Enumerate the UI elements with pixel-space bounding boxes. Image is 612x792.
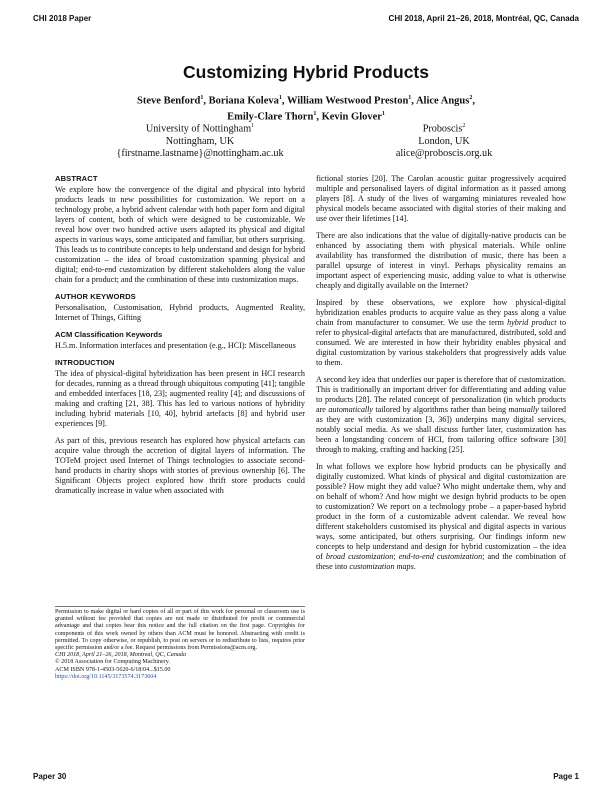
author-name: Kevin Glover [321,111,382,122]
author-affiliation-mark: 1 [278,95,282,101]
keywords-text: Personalisation, Customisation, Hybrid products, Augmented Reality, Internet of Things, Gifting [55,303,305,322]
affiliation-mark: 1 [251,123,255,129]
permission-block [55,609,305,681]
affiliation-name: University of Nottingham [145,123,252,135]
text-run: In what follows we explore how hybrid products can be physically and digitally customized. What kinds of physical and digital customization are possible? How might they add value? Who might undertake them, why and on behalf of whom? And how might we design hybrid products to be open to customization? We report on a technology probe – a paper-based hybrid product in the form of a customizable advent calendar. We reveal how different stakeholders customised its physical and digital aspects in various ways, some anticipated, but others surprising. Our findings inform new concepts to help understand and design for hybrid customization – the idea of [316,462,566,561]
affiliation-name: Proboscis [422,123,463,135]
doi-link[interactable]: https://doi.org/10.1145/3173574.3173604 [55,673,157,680]
emphasis-term: end-to-end customization [398,552,483,561]
affiliation-city: Nottingham, UK [165,135,235,147]
emphasis-term: manually [508,405,539,414]
author-affiliation-mark: 1 [408,95,412,101]
text-run: tailored as they are with customization [3, 36]) underpins many digital services, notably social media. As we shall discuss further later, customization has been a longstanding concern of HCI, from tailoring office software [30] through to making, crafting and hacking [25]. [316,405,566,454]
author-affiliation-mark: 1 [381,110,385,117]
body-paragraph [316,375,566,455]
body-paragraph: fictional stories [20]. The Carolan acoustic guitar progressively acquired multiple and personalised layers of digital information as it passed among players [8]. A study of the lives of wargaming miniatures revealed how physical models became associated with digital stories of their making and use over their lifetimes [14]. [316,174,566,223]
author-name: Steve Benford [137,95,201,107]
author-affiliation-mark: 2 [469,95,473,101]
author-list: Steve Benford$^1$, Boriana Koleva$^1$, William Westwood Preston$^1$, Alice Angus$^2$, Emily-Clare Thorn$^1$, Kevin Glover$^1$ [137,95,475,122]
text-run: ; [393,552,399,561]
abstract-text: We explore how the convergence of the digital and physical into hybrid products leads to new possibilities for customization. We report on a technology probe, a hybrid advent calendar with both paper form and digital layers of content, both of which were designed to be customizable. We reveal how over two hundred active users adapted its physical and digital aspects in various ways, some anticipated and familiar, but others surprising. This leads us to contribute concepts to help understand and design for hybrid customization – the idea of broad customization spanning physical and digital; end-to-end customization by different stakeholders along the value chain for a product; and the combination of these into customization maps. [55,185,306,284]
text-run: ; and the combination of these into [316,552,566,571]
left-column [55,174,305,503]
body-paragraph: There are also indications that the value of digitally-native products can be enhanced by associating them with physical materials. While online availability has transformed the distribution of music, there has been a parallel upsurge of interest in vinyl. Perhaps physicality remains an important aspect of experiencing music, adding value to what is otherwise cheaply and digitally available on the Internet? [316,231,566,290]
paper-title: Customizing Hybrid Products [183,62,429,82]
emphasis-term: customization maps [349,562,414,571]
author-name: William Westwood Preston [286,95,409,107]
text-run: to refer to physical-digital artefacts that are manufactured, distributed, sold and consumed. We are interested in how their hybridity enables physical and digital customization by various stakeholders that progressively adds value to them. [316,318,567,367]
emphasis-term: automatically [328,405,374,414]
affiliation-mark: 2 [462,123,466,129]
body-paragraph [316,462,566,572]
text-run: tailored by algorithms rather than being [373,405,509,414]
right-column [316,174,566,579]
copyright-notice: © 2018 Association for Computing Machinery. [55,659,170,666]
body-paragraph [316,298,566,368]
affiliation-nottingham [80,120,320,161]
affiliation-city: London, UK [418,135,470,147]
author-affiliation-mark: 1 [313,110,317,117]
conference-citation: CHI 2018, April 21–26, 2018, Montreal, QC, Canada [55,652,187,659]
affiliation-email: {firstname.lastname}@nottingham.ac.uk [116,148,284,160]
author-affiliation-mark: 1 [200,95,204,101]
footer-paper-number: Paper 30 [33,772,67,781]
author-name: Alice Angus [415,95,470,107]
affiliation-proboscis [324,120,564,161]
classification-text: H.5.m. Information interfaces and presentation (e.g., HCI): Miscellaneous [55,341,296,350]
introduction-heading: INTRODUCTION [55,358,115,367]
abstract-heading: ABSTRACT [55,174,98,183]
author-name: Emily-Clare Thorn [227,111,314,122]
affiliation-email: alice@proboscis.org.uk [395,148,493,160]
classification-heading: ACM Classification Keywords [55,330,163,339]
introduction-paragraph: The idea of physical-digital hybridization has been present in HCI research for decades, running as a thread through ubiquitous computing [41]; tangible and embedded interfaces [18, 23]; augmented reality [4]; and discussions of making and crafting [21, 38]. This has led to various notions of hybridity including hybrid materials [10, 40], hybrid artefacts [8] and hybrid user experiences [9]. [55,369,305,428]
introduction-paragraph: As part of this, previous research has explored how physical artefacts can acquire value through the accretion of digital layers of information. The TOTeM project used Internet of Things technologies to associate second-hand products in charity shops with stories of previous ownership [6]. The Significant Objects project explored how thrift store products could dramatically increase in value when associated with [55,436,305,495]
keywords-heading: AUTHOR KEYWORDS [55,292,136,301]
footer-page-number: Page 1 [553,772,579,781]
running-header-left: CHI 2018 Paper [33,14,92,23]
isbn-line: ACM ISBN 978-1-4503-5620-6/18/04...$15.00 [55,666,171,673]
permission-divider [55,606,305,607]
text-run: . [413,562,416,571]
author-name: Boriana Koleva [208,95,279,107]
permission-text: Permission to make digital or hard copies of all or part of this work for personal or classroom use is granted without fee provided that copies are not made or distributed for profit or commercial advantage and that copies bear this notice and the full citation on the first page. Copyrights for components of this work owned by others than ACM must be honored. Abstracting with credit is permitted. To copy otherwise, or republish, to post on servers or to redistribute to lists, requires prior specific permission and/or a fee. Request permissions from Permissions@acm.org. [55,609,305,652]
text-run: A second key idea that underlies our paper is therefore that of customization. This is traditionally an important driver for differentiating and adding value to products [28]. The related concept of personalization (in which products are [316,375,566,414]
running-header-right: CHI 2018, April 21–26, 2018, Montréal, QC, Canada [388,14,579,23]
emphasis-term: broad customization [325,552,394,561]
text-run: Inspired by these observations, we explore how physical-digital hybridization enables products to acquire value as they pass along a value chain from manufacturer to consumer. We use the term [316,298,566,327]
emphasis-term: hybrid product [507,318,557,327]
